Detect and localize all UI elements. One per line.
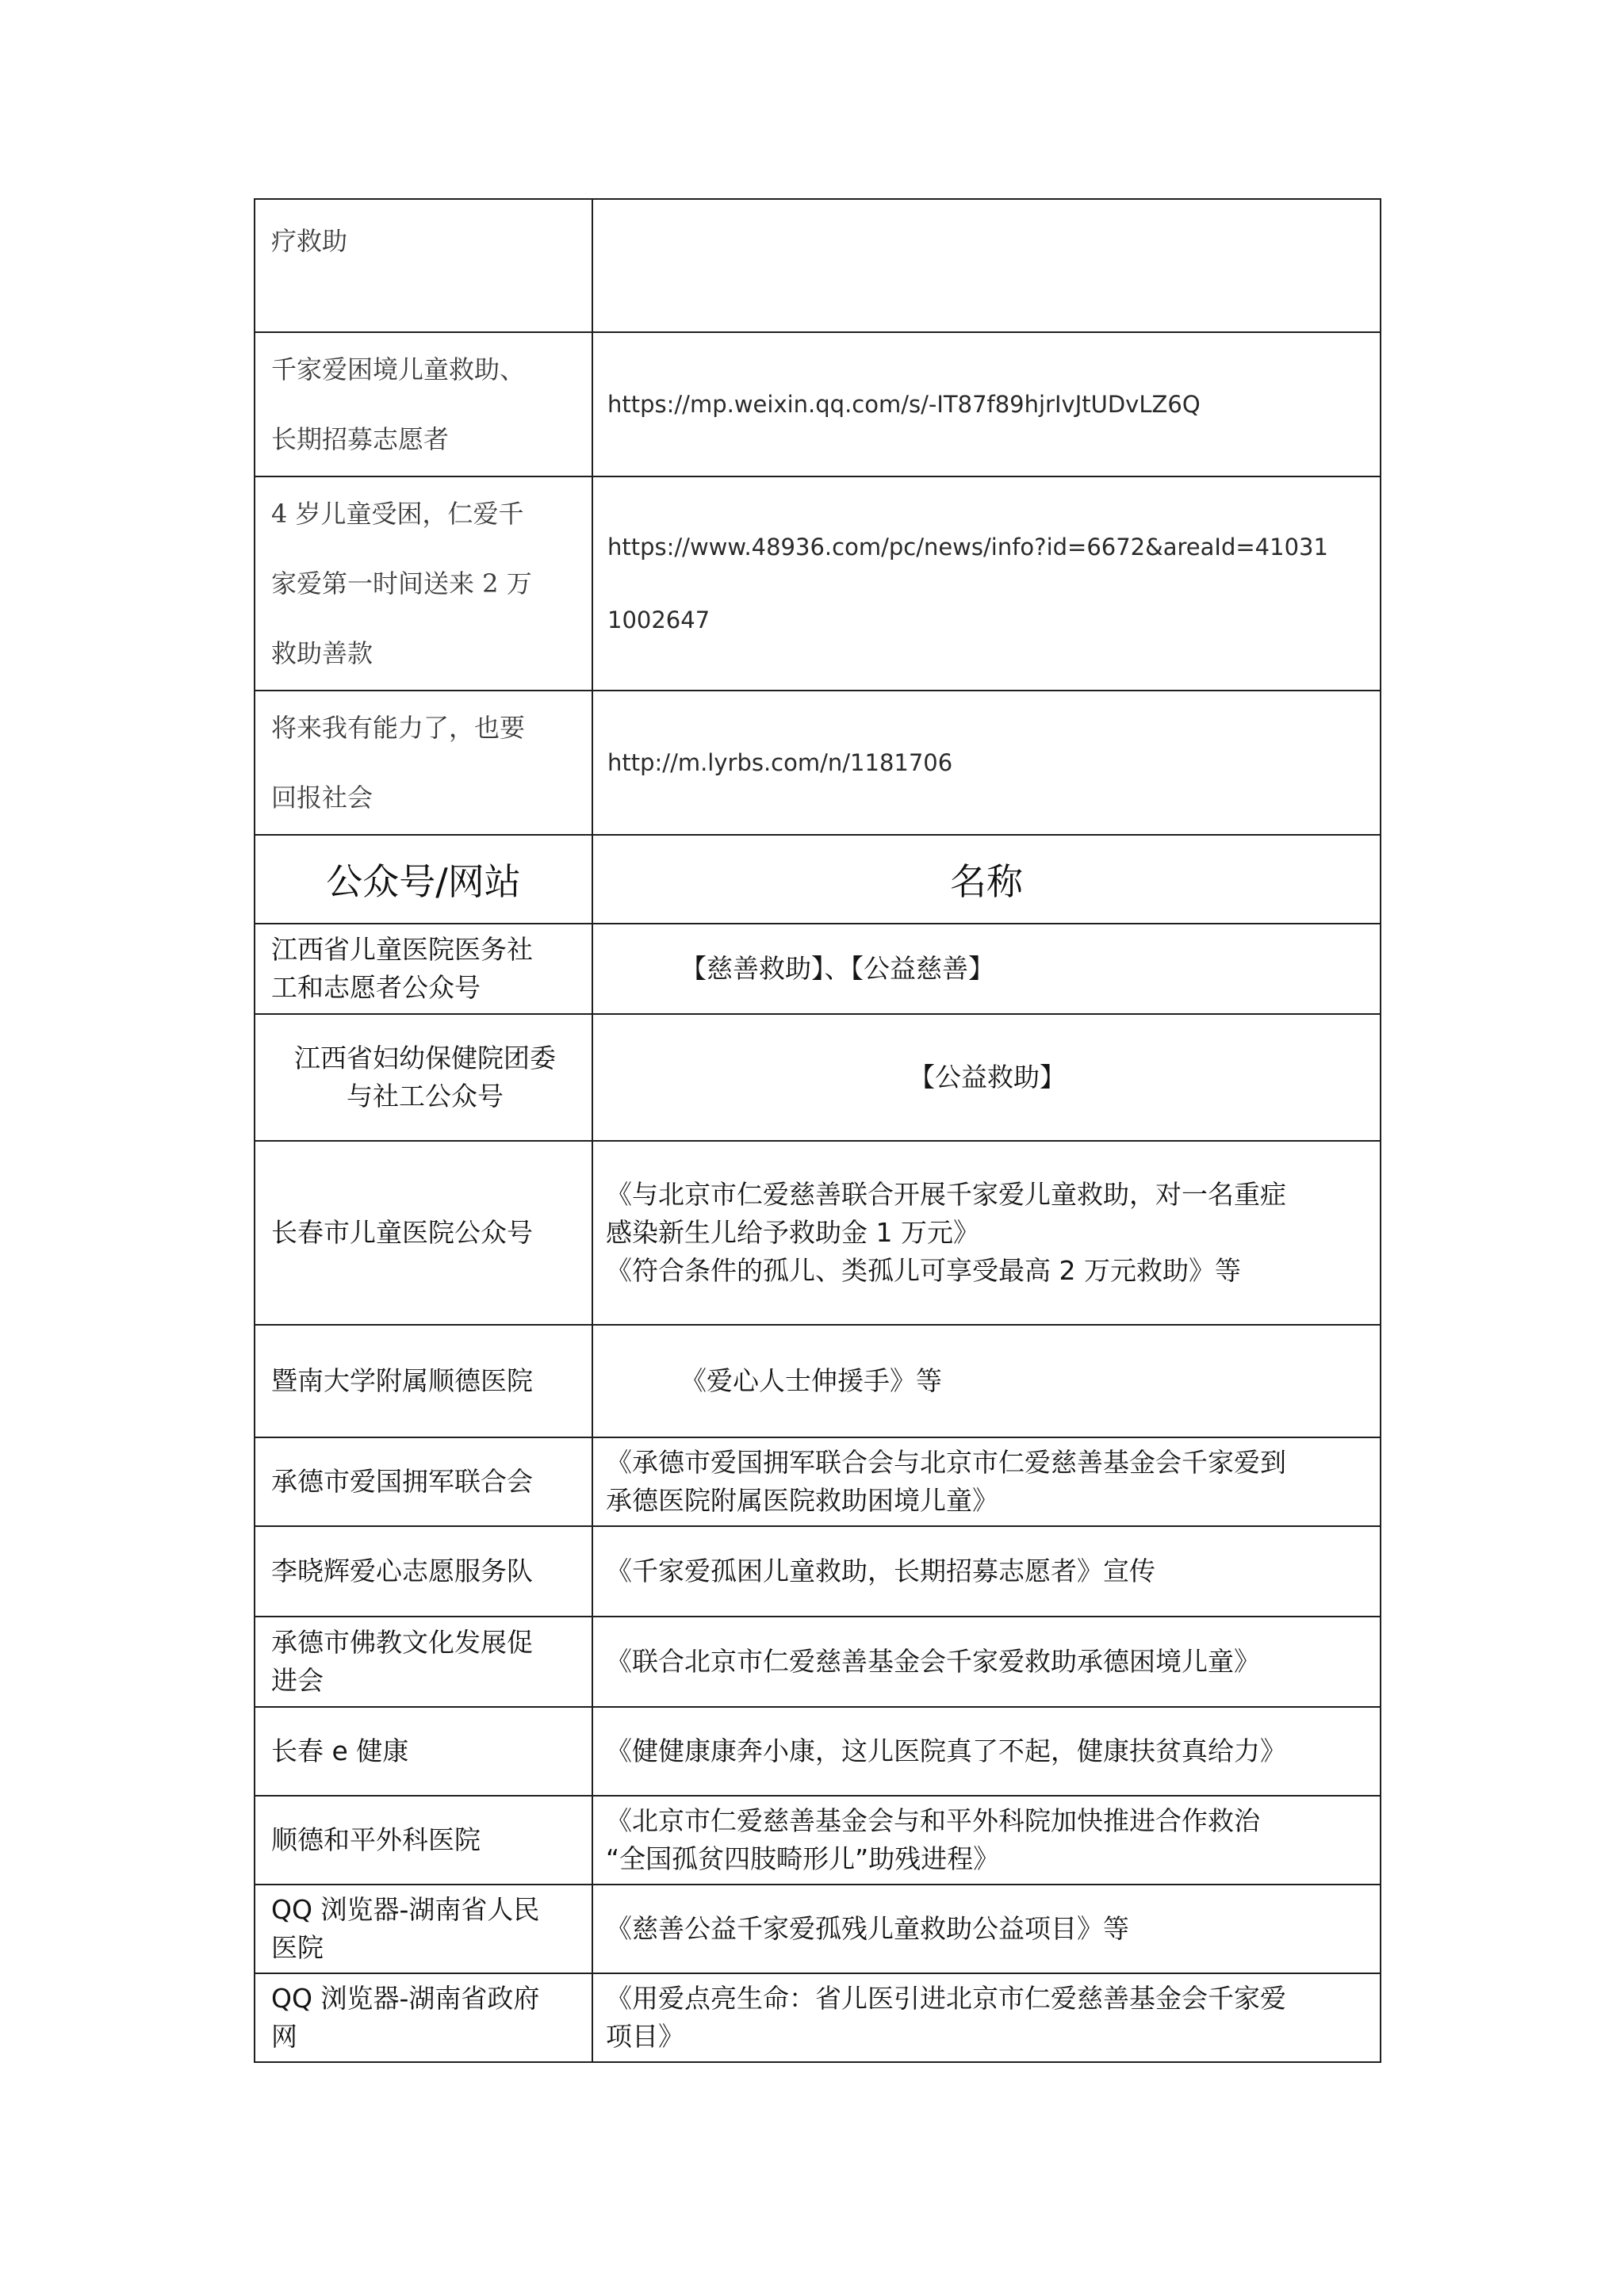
pub-line: 承德医院附属医院救助困境儿童》 [606, 1485, 998, 1516]
publication-title [592, 1325, 1381, 1437]
pub-line: 《爱心人士伸援手》等 [680, 1365, 942, 1396]
account-name [255, 1141, 592, 1325]
label-line: 救助善款 [271, 638, 373, 668]
url-link[interactable]: https://mp.weixin.qq.com/s/-IT87f89hjrIvJtUDvLZ6Q [607, 391, 1201, 418]
publication-title [592, 924, 1381, 1014]
table-row [255, 1526, 1381, 1617]
url-link[interactable]: http://m.lyrbs.com/n/1181706 [607, 749, 953, 776]
table-row [255, 1141, 1381, 1325]
name-line: 江西省儿童医院医务社 [271, 934, 533, 965]
table-row [255, 1707, 1381, 1796]
label-line: 疗救助 [271, 226, 348, 256]
table-row [255, 199, 1381, 332]
url-cell[interactable] [592, 691, 1381, 835]
label-line: 千家爱困境儿童救助、 [271, 354, 526, 385]
publication-title [592, 1973, 1381, 2062]
account-name [255, 1885, 592, 1973]
publication-title [592, 1796, 1381, 1885]
name-line: 工和志愿者公众号 [271, 972, 481, 1003]
url-link-continued[interactable]: 1002647 [607, 607, 710, 633]
label-line: 将来我有能力了，也要 [271, 713, 526, 743]
account-name [255, 1707, 592, 1796]
publication-title [592, 1707, 1381, 1796]
table-row [255, 1325, 1381, 1437]
pub-line: 【慈善救助】、【公益慈善】 [680, 953, 994, 984]
name-line: 江西省妇幼保健院团委 [294, 1043, 556, 1073]
publication-title [592, 1617, 1381, 1707]
name-line: 承德市佛教文化发展促 [271, 1627, 533, 1658]
pub-line: 《承德市爱国拥军联合会与北京市仁爱慈善基金会千家爱到 [606, 1447, 1286, 1478]
name-line: 进会 [271, 1665, 324, 1696]
document-table [254, 198, 1381, 2063]
label-line: 4 岁儿童受困，仁爱千 [271, 499, 524, 529]
table-row [255, 332, 1381, 476]
name-line: 长春市儿童医院公众号 [271, 1217, 533, 1248]
account-name [255, 1796, 592, 1885]
account-name [255, 1617, 592, 1707]
name-line: QQ 浏览器-湖南省政府 [271, 1983, 540, 2014]
publication-title [592, 1437, 1381, 1526]
table-header-row [255, 835, 1381, 924]
pub-line: 《健健康康奔小康，这儿医院真了不起，健康扶贫真给力》 [606, 1735, 1286, 1766]
name-line: 李晓辉爱心志愿服务队 [271, 1556, 533, 1586]
publication-title [592, 1141, 1381, 1325]
project-label [255, 332, 592, 476]
label-line: 回报社会 [271, 783, 373, 813]
pub-line: 项目》 [606, 2021, 684, 2052]
table-row [255, 1885, 1381, 1973]
name-line: 顺德和平外科医院 [271, 1824, 481, 1855]
project-label [255, 691, 592, 835]
account-name [255, 924, 592, 1014]
table-row [255, 1437, 1381, 1526]
pub-line: 感染新生儿给予救助金 1 万元》 [606, 1217, 979, 1248]
pub-line: 《千家爱孤困儿童救助，长期招募志愿者》宣传 [606, 1556, 1155, 1586]
name-line: QQ 浏览器-湖南省人民 [271, 1894, 540, 1925]
pub-line: 《慈善公益千家爱孤残儿童救助公益项目》等 [606, 1913, 1129, 1944]
account-name [255, 1437, 592, 1526]
name-line: 医院 [271, 1932, 324, 1963]
table-row [255, 1796, 1381, 1885]
url-cell [592, 199, 1381, 332]
pub-line: 《联合北京市仁爱慈善基金会千家爱救助承德困境儿童》 [606, 1646, 1260, 1677]
url-cell[interactable] [592, 476, 1381, 691]
column-header-account: 公众号/网站 [255, 835, 592, 924]
pub-line: “全国孤贫四肢畸形儿”助残进程》 [606, 1843, 1000, 1874]
name-line: 承德市爱国拥军联合会 [271, 1466, 533, 1497]
label-line: 家爱第一时间送来 2 万 [271, 568, 532, 599]
name-line: 网 [271, 2021, 297, 2052]
table-row [255, 1014, 1381, 1141]
pub-line: 《用爱点亮生命：省儿医引进北京市仁爱慈善基金会千家爱 [606, 1983, 1286, 2014]
table-row [255, 1973, 1381, 2062]
pub-line: 【公益救助】 [909, 1062, 1066, 1093]
pub-line: 《符合条件的孤儿、类孤儿可享受最高 2 万元救助》等 [606, 1255, 1241, 1286]
url-cell[interactable] [592, 332, 1381, 476]
account-name [255, 1526, 592, 1617]
table-row [255, 476, 1381, 691]
pub-line: 《与北京市仁爱慈善联合开展千家爱儿童救助，对一名重症 [606, 1179, 1286, 1210]
name-line: 暨南大学附属顺德医院 [271, 1365, 533, 1396]
label-line: 长期招募志愿者 [271, 424, 450, 454]
table-row [255, 1617, 1381, 1707]
publication-title [592, 1014, 1381, 1141]
publication-title [592, 1885, 1381, 1973]
account-name [255, 1325, 592, 1437]
account-name [255, 1014, 592, 1141]
url-link[interactable]: https://www.48936.com/pc/news/info?id=6672&areaId=41031 [607, 534, 1328, 561]
publication-title [592, 1526, 1381, 1617]
project-label [255, 476, 592, 691]
name-line: 长春 e 健康 [271, 1735, 409, 1766]
account-name [255, 1973, 592, 2062]
table-row [255, 691, 1381, 835]
project-label [255, 199, 592, 332]
pub-line: 《北京市仁爱慈善基金会与和平外科院加快推进合作救治 [606, 1805, 1260, 1836]
name-line: 与社工公众号 [347, 1081, 504, 1112]
column-header-title: 名称 [592, 835, 1381, 924]
table-row [255, 924, 1381, 1014]
